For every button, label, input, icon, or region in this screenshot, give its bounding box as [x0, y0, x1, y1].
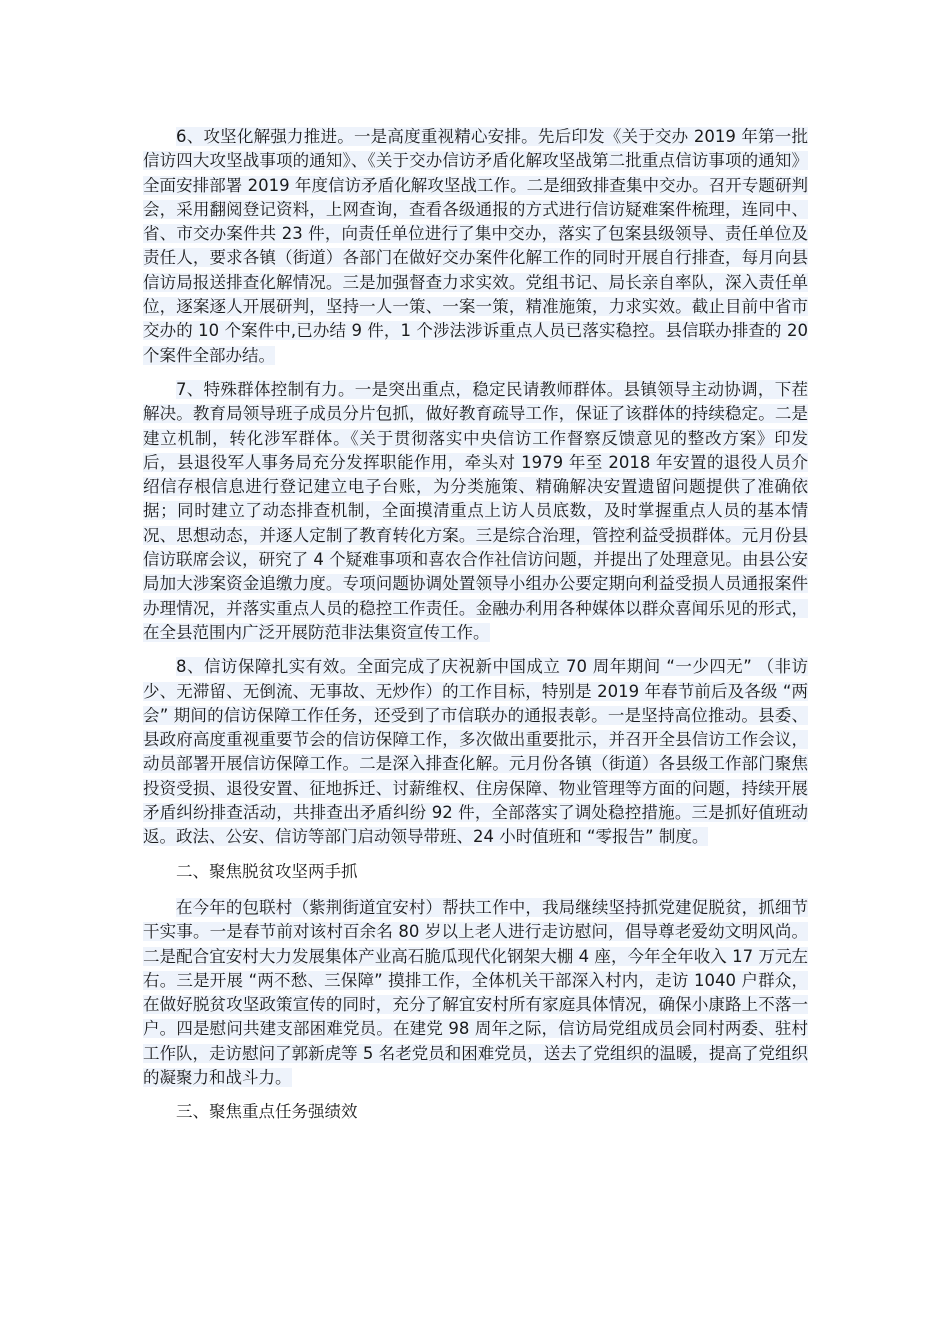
- paragraph-text: 在今年的包联村（紫荆街道宜安村）帮扶工作中，我局继续坚持抓党建促脱贫，抓细节干实事。一是春节前对该村百余名 80 岁以上老人进行走访慰问，倡导尊老爱幼文明风尚。二是配合宜安村大力发展集体产业高石脆瓜现代化钢架大棚 4 座，今年全年收入 17 万元左右。三是开展 “两不愁、三保障” 摸排工作，全体机关干部深入村内，走访 1040 户群众，在做好脱贫攻坚政策宣传的同时，充分了解宜安村所有家庭具体情况，确保小康路上不落一户。四是慰问共建支部困难党员。在建党 98 周年之际，信访局党组成员会同村两委、驻村工作队，走访慰问了郭新虎等 5 名老党员和困难党员，送去了党组织的温暖，提高了党组织的凝聚力和战斗力。: [143, 897, 808, 1087]
- paragraph-text: 7、特殊群体控制有力。一是突出重点，稳定民请教师群体。县镇领导主动协调，下茬解决。教育局领导班子成员分片包抓，做好教育疏导工作，保证了该群体的持续稳定。二是建立机制，转化涉军群体。《关于贯彻落实中央信访工作督察反馈意见的整改方案》印发后，县退役军人事务局充分发挥职能作用，牵头对 1979 年至 2018 年安置的退役人员介绍信存根信息进行登记建立电子台账，为分类施策、精确解决安置遗留问题提供了准确依据；同时建立了动态排查机制，全面摸清重点上访人员底数，及时掌握重点人员的基本情况、思想动态，并逐人定制了教育转化方案。三是综合治理，管控利益受损群体。元月份县信访联席会议，研究了 4 个疑难事项和喜农合作社信访问题，并提出了处理意见。由县公安局加大涉案资金追缴力度。专项问题协调处置领导小组办公要定期向利益受损人员通报案件办理情况，并落实重点人员的稳控工作责任。金融办利用各种媒体以群众喜闻乐见的形式，在全县范围内广泛开展防范非法集资宣传工作。: [143, 379, 808, 642]
- section-heading-2: 二、聚焦脱贫攻坚两手抓: [176, 861, 358, 881]
- paragraph-item-7: [143, 378, 808, 645]
- section-heading-3: 三、聚焦重点任务强绩效: [176, 1102, 358, 1122]
- paragraph-item-8: [143, 655, 808, 849]
- paragraph-poverty-alleviation: [143, 896, 808, 1090]
- paragraph-item-6: [143, 125, 808, 368]
- paragraph-text: 6、攻坚化解强力推进。一是高度重视精心安排。先后印发《关于交办 2019 年第一批信访四大攻坚战事项的通知》、《关于交办信访矛盾化解攻坚战第二批重点信访事项的通知》全面安排部署 2019 年度信访矛盾化解攻坚战工作。二是细致排查集中交办。召开专题研判会，采用翻阅登记资料，上网查询，查看各级通报的方式进行信访疑难案件梳理，连同中、省、市交办案件共 23 件，向责任单位进行了集中交办，落实了包案县级领导、责任单位及责任人，要求各镇（街道）各部门在做好交办案件化解工作的同时开展自行排查，每月向县信访局报送排查化解情况。三是加强督查力求实效。党组书记、局长亲自率队，深入责任单位，逐案逐人开展研判，坚持一人一策、一案一策，精准施策，力求实效。截止目前中省市交办的 10 个案件中,已办结 9 件，1 个涉法涉诉重点人员已落实稳控。县信联办排查的 20 个案件全部办结。: [143, 127, 808, 365]
- paragraph-text: 8、信访保障扎实有效。全面完成了庆祝新中国成立 70 周年期间 “一少四无” （非访少、无滞留、无倒流、无事故、无炒作）的工作目标，特别是 2019 年春节前后及各级 “两会” 期间的信访保障工作任务，还受到了市信联办的通报表彰。一是坚持高位推动。县委、县政府高度重视重要节会的信访保障工作，多次做出重要批示，并召开全县信访工作会议，动员部署开展信访保障工作。二是深入排查化解。元月份各镇（街道）各县级工作部门聚焦投资受损、退役安置、征地拆迁、讨薪维权、住房保障、物业管理等方面的问题，持续开展矛盾纠纷排查活动，共排查出矛盾纠纷 92 件，全部落实了调处稳控措施。三是抓好值班动返。政法、公安、信访等部门启动领导带班、24 小时值班和 “零报告” 制度。: [143, 657, 808, 847]
- document-body: [143, 125, 808, 1137]
